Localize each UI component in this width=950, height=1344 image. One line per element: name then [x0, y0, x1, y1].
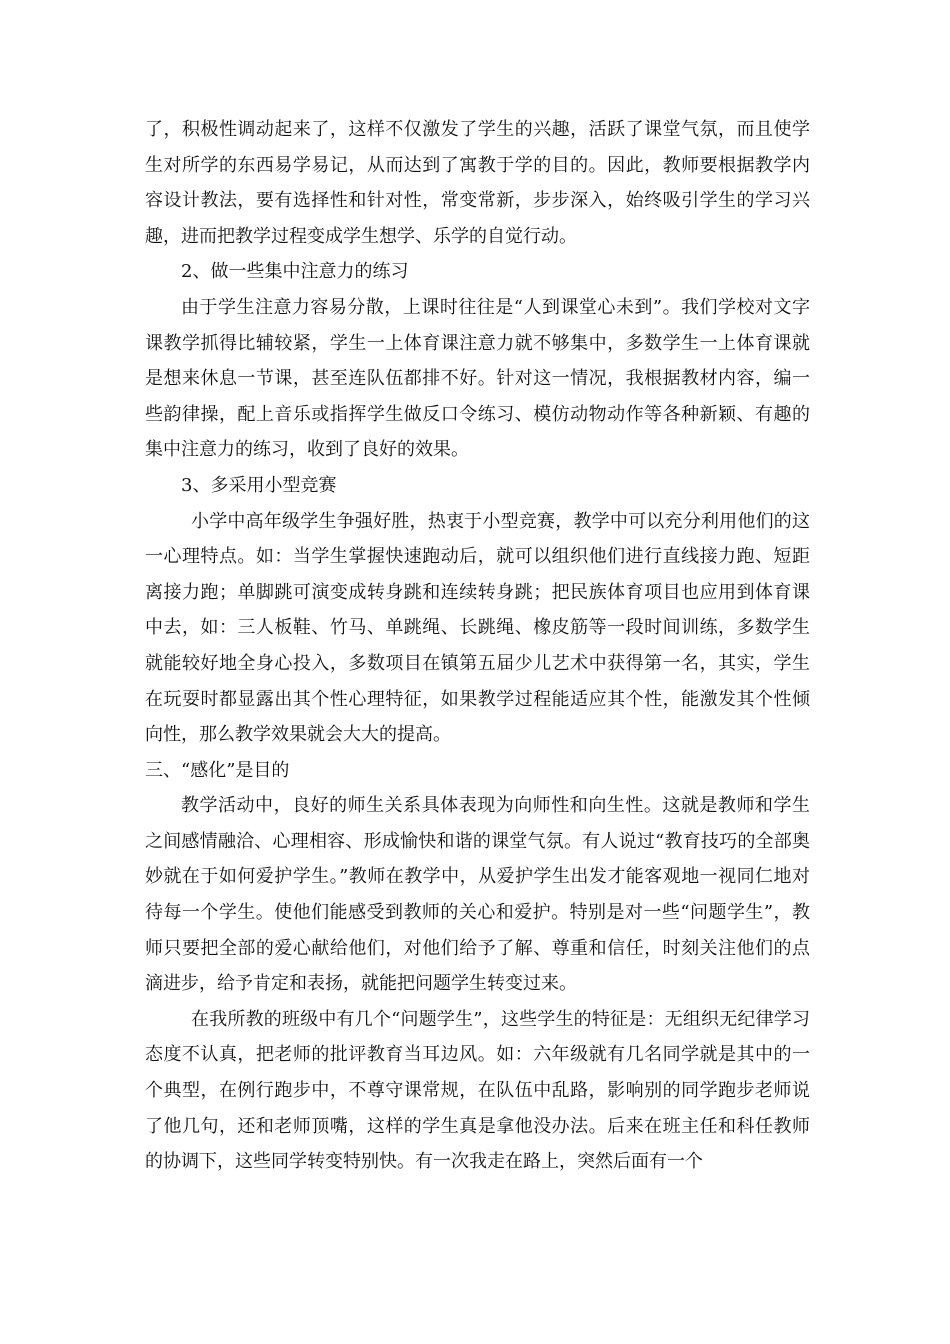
subheading-attention-exercises: 2、做一些集中注意力的练习 — [181, 261, 409, 283]
paragraph-teacher-student-relations: 教学活动中，良好的师生关系具体表现为向师性和向生性。这就是教师和学生之间感情融洽、心理相容、形成愉快和谐的课堂气氛。有人说过“教育技巧的全部奥妙就在于如何爱护学生。”教师在教学中，从爱护学生出发才能客观地一视同仁地对待每一个学生。使他们能感受到教师的关心和爱护。特别是对一些“问题学生”，教师只要把全部的爱心献给他们，对他们给予了解、尊重和信任，时刻关注他们的点滴进步，给予肯定和表扬，就能把问题学生转变过来。 — [145, 795, 810, 995]
paragraph-attention: 由于学生注意力容易分散，上课时往往是“人到课堂心未到”。我们学校对文字课教学抓得比辅较紧，学生一上体育课注意力就不够集中，多数学生一上体育课就是想来休息一节课，甚至连队伍都排不好。针对这一情况，我根据教材内容，编一些韵律操，配上音乐或指挥学生做反口令练习、模仿动物动作等各种新颖、有趣的集中注意力的练习，收到了良好的效果。 — [145, 296, 810, 461]
subheading-small-competitions: 3、多采用小型竞赛 — [181, 474, 337, 496]
paragraph-continuation: 了，积极性调动起来了，这样不仅激发了学生的兴趣，活跃了课堂气氛，而且使学生对所学的东西易学易记，从而达到了寓教于学的目的。因此，教师要根据教学内容设计教法，要有选择性和针对性，常变常新，步步深入，始终吸引学生的学习兴趣，进而把教学过程变成学生想学、乐学的自觉行动。 — [145, 119, 810, 247]
paragraph-competitions: 小学中高年级学生争强好胜，热衷于小型竞赛，教学中可以充分利用他们的这一心理特点。如：当学生掌握快速跑动后，就可以组织他们进行直线接力跑、短距离接力跑；单脚跳可演变成转身跳和连续转身跳；把民族体育项目也应用到体育课中去，如：三人板鞋、竹马、单跳绳、长跳绳、橡皮筋等一段时间训练，多数学生就能较好地全身心投入，多数项目在镇第五届少儿艺术中获得第一名，其实，学生在玩耍时都显露出其个性心理特征，如果教学过程能适应其个性，能激发其个性倾向性，那么教学效果就会大大的提高。 — [145, 510, 810, 746]
section-heading-influence: 三、“感化”是目的 — [145, 759, 290, 781]
paragraph-problem-students: 在我所教的班级中有几个“问题学生”，这些学生的特征是：无组织无纪律学习态度不认真，把老师的批评教育当耳边风。如：六年级就有几名同学就是其中的一个典型，在例行跑步中，不尊守课常规，在队伍中乱路，影响别的同学跑步老师说了他几句，还和老师顶嘴，这样的学生真是拿他没办法。后来在班主任和科任教师的协调下，这些同学转变特别快。有一次我走在路上，突然后面有一个 — [145, 1008, 810, 1173]
document-body — [145, 112, 810, 1180]
